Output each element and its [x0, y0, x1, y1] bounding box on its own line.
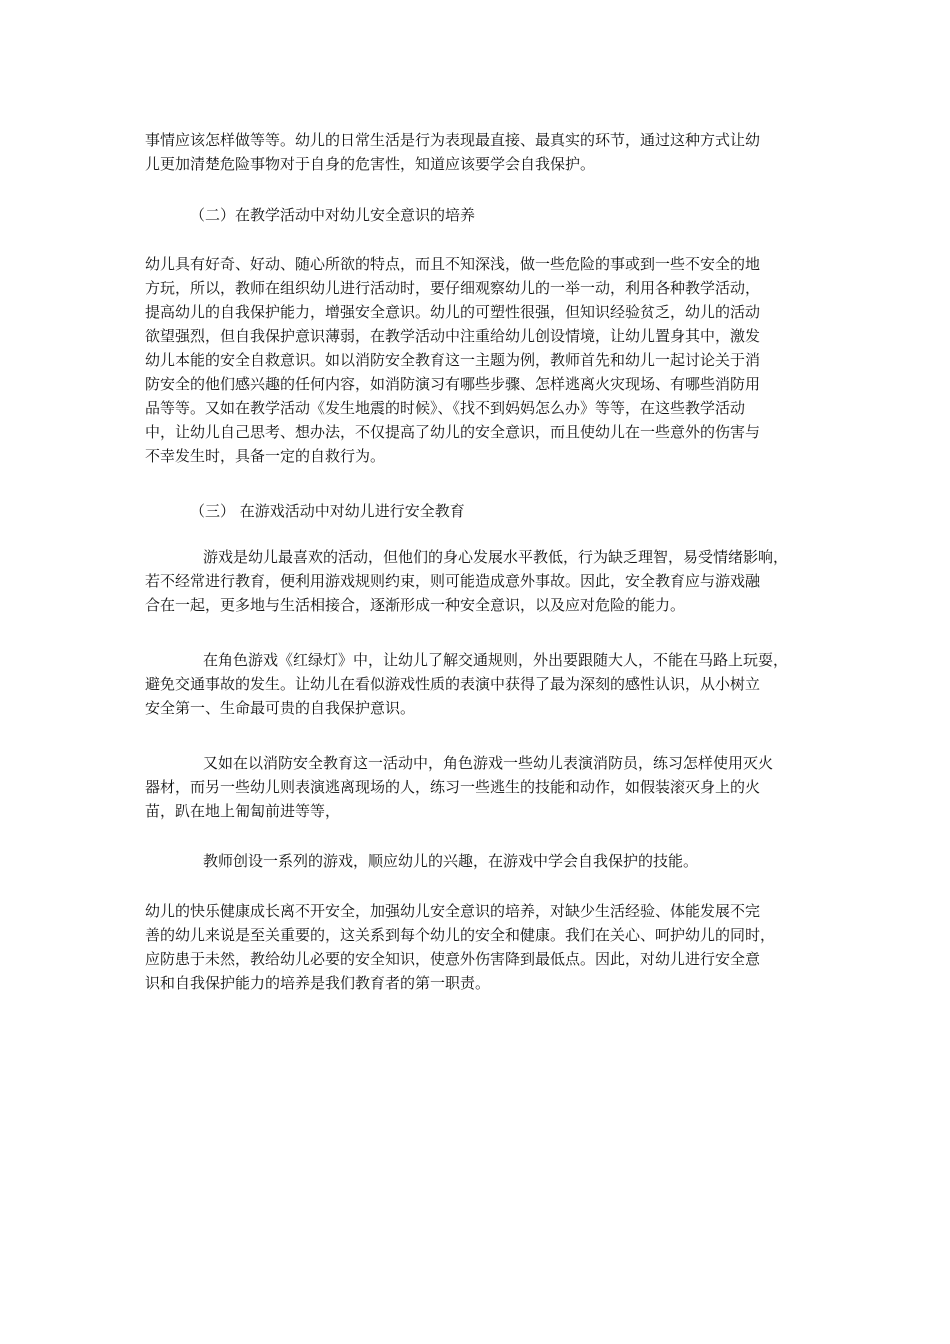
paragraph-7-line: 善的幼儿来说是至关重要的，这关系到每个幼儿的安全和健康。我们在关心、呵护幼儿的同时，: [145, 926, 776, 944]
paragraph-2-line: 中，让幼儿自己思考、想办法，不仅提高了幼儿的安全意识，而且使幼儿在一些意外的伤害与: [145, 423, 761, 441]
paragraph-5-line: 器材，而另一些幼儿则表演逃离现场的人，练习一些逃生的技能和动作，如假装滚灭身上的火: [145, 778, 761, 796]
paragraph-2-line: 方玩，所以，教师在组织幼儿进行活动时，要仔细观察幼儿的一举一动，利用各种教学活动，: [145, 279, 761, 297]
section-heading-2: [145, 203, 855, 227]
paragraph-7-line: 幼儿的快乐健康成长离不开安全，加强幼儿安全意识的培养，对缺少生活经验、体能发展不完: [145, 902, 761, 920]
paragraph-2: [145, 252, 810, 468]
paragraph-2-line: 提高幼儿的自我保护能力，增强安全意识。幼儿的可塑性很强，但知识经验贫乏，幼儿的活动: [145, 303, 761, 321]
paragraph-1: [145, 128, 810, 176]
paragraph-1-line: 事情应该怎样做等等。幼儿的日常生活是行为表现最直接、最真实的环节，通过这种方式让幼: [145, 131, 761, 149]
paragraph-3-line: 合在一起，更多地与生活相接合，逐渐形成一种安全意识，以及应对危险的能力。: [145, 596, 686, 614]
section-heading-2-text: （二）在教学活动中对幼儿安全意识的培养: [190, 206, 476, 224]
paragraph-5: [145, 751, 810, 823]
paragraph-5-line: 苗，趴在地上匍匐前进等等，: [145, 802, 341, 820]
paragraph-7-line: 识和自我保护能力的培养是我们教育者的第一职责。: [145, 974, 491, 992]
paragraph-7-line: 应防患于未然，教给幼儿必要的安全知识，使意外伤害降到最低点。因此，对幼儿进行安全意: [145, 950, 761, 968]
paragraph-1-line: 儿更加清楚危险事物对于自身的危害性，知道应该要学会自我保护。: [145, 155, 596, 173]
paragraph-2-line: 幼儿具有好奇、好动、随心所欲的特点，而且不知深浅，做一些危险的事或到一些不安全的地: [145, 255, 761, 273]
paragraph-4: [145, 648, 810, 720]
paragraph-3: [145, 545, 810, 617]
paragraph-3-line: 若不经常进行教育，便利用游戏规则约束，则可能造成意外事故。因此，安全教育应与游戏融: [145, 572, 761, 590]
paragraph-4-line: 在角色游戏《红绿灯》中，让幼儿了解交通规则，外出要跟随大人，不能在马路上玩耍，: [203, 651, 789, 669]
paragraph-6: [145, 849, 810, 873]
section-heading-3: [145, 499, 855, 523]
paragraph-4-line: 安全第一、生命最可贵的自我保护意识。: [145, 699, 416, 717]
paragraph-7: [145, 899, 810, 995]
paragraph-4-line: 避免交通事故的发生。让幼儿在看似游戏性质的表演中获得了最为深刻的感性认识，从小树立: [145, 675, 761, 693]
paragraph-3-line: 游戏是幼儿最喜欢的活动，但他们的身心发展水平教低，行为缺乏理智，易受情绪影响，: [203, 548, 789, 566]
paragraph-2-line: 幼儿本能的安全自救意识。如以消防安全教育这一主题为例，教师首先和幼儿一起讨论关于消: [145, 351, 761, 369]
paragraph-2-line: 欲望强烈，但自我保护意识薄弱，在教学活动中注重给幼儿创设情境，让幼儿置身其中，激发: [145, 327, 761, 345]
paragraph-6-line: 教师创设一系列的游戏，顺应幼儿的兴趣，在游戏中学会自我保护的技能。: [203, 852, 699, 870]
paragraph-5-line: 又如在以消防安全教育这一活动中，角色游戏一些幼儿表演消防员，练习怎样使用灭火: [203, 754, 774, 772]
paragraph-2-line: 品等等。又如在教学活动《发生地震的时候》、《找不到妈妈怎么办》等等，在这些教学活动: [145, 399, 746, 417]
paragraph-2-line: 不幸发生时，具备一定的自救行为。: [145, 447, 386, 465]
paragraph-2-line: 防安全的他们感兴趣的任何内容，如消防演习有哪些步骤、怎样逃离火灾现场、有哪些消防用: [145, 375, 761, 393]
section-heading-3-text: （三） 在游戏活动中对幼儿进行安全教育: [190, 502, 465, 520]
